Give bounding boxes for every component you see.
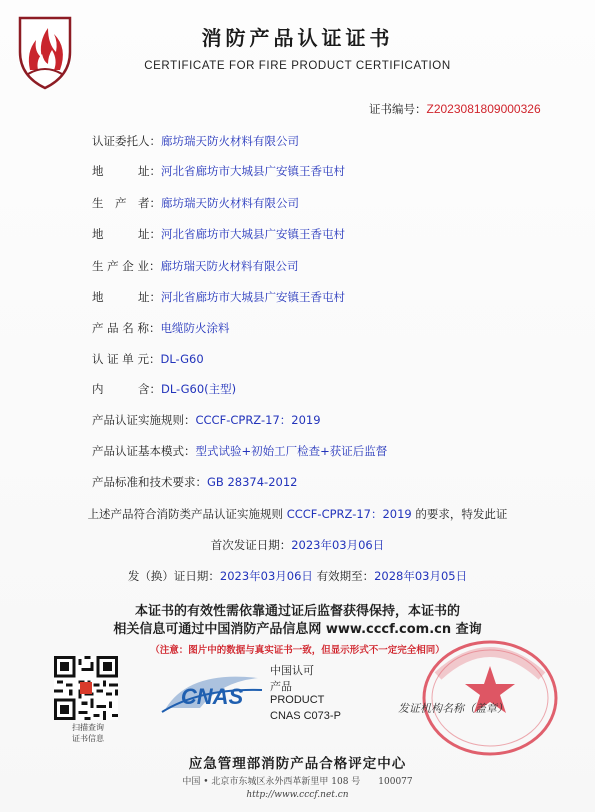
cnas-line3: PRODUCT: [270, 694, 325, 706]
field-row-contains: [92, 381, 236, 397]
cnas-logo-text: CNAS: [180, 684, 244, 709]
conformity-statement: [0, 506, 595, 522]
field-value: CCCF-CPRZ-17：2019: [195, 413, 321, 427]
cnas-line2: 产品: [270, 681, 292, 693]
issue-validity-dates: [0, 568, 595, 584]
field-label: 生 产 者：: [92, 196, 161, 210]
valid-until-value: 2028年03月05日: [374, 569, 468, 583]
validity-notice-line2: 相关信息可通过中国消防产品信息网 www.cccf.com.cn 查询: [113, 622, 482, 637]
certificate-number-value: Z2023081809000326: [426, 102, 541, 116]
field-label: 产品标准和技术要求：: [92, 475, 207, 489]
field-row-impl-rule: [92, 412, 321, 428]
field-label: 地 址：: [92, 290, 161, 304]
issuer-organization: 应急管理部消防产品合格评定中心: [188, 756, 407, 772]
field-label: 产品认证实施规则：: [92, 413, 196, 427]
field-value: 河北省廊坊市大城县广安镇王香屯村: [161, 290, 345, 304]
certificate-title-english: CERTIFICATE FOR FIRE PRODUCT CERTIFICATION: [144, 60, 451, 72]
field-value: 河北省廊坊市大城县广安镇王香屯村: [161, 227, 345, 241]
field-row-standard: [92, 474, 297, 490]
qr-code-icon[interactable]: [54, 656, 118, 720]
validity-notice-line1: 本证书的有效性需依靠通过证后监督获得保持，本证书的: [134, 604, 460, 619]
field-row-cert-unit: [92, 351, 204, 367]
issuer-address: 中国 • 北京市东城区永外西革新里甲 108 号 100077: [182, 777, 413, 787]
field-value: 廊坊瑞天防火材料有限公司: [160, 259, 299, 273]
field-label: 生 产 企 业：: [92, 259, 161, 273]
issuer-seal-label: 发证机构名称（盖章）: [398, 702, 508, 715]
first-issue-date: [0, 537, 595, 553]
cnas-line4: CNAS C073-P: [270, 710, 341, 722]
field-row-manufacturer: [92, 195, 299, 211]
field-value: 廊坊瑞天防火材料有限公司: [161, 134, 299, 148]
valid-until-label: 有效期至：: [312, 569, 375, 583]
field-value: 廊坊瑞天防火材料有限公司: [161, 196, 299, 210]
field-row-applicant-address: [92, 163, 345, 179]
first-issue-value: 2023年03月06日: [291, 538, 385, 552]
issue-date-label: 发（换）证日期：: [127, 569, 220, 583]
field-label: 内 含：: [92, 382, 161, 396]
display-note: （注意：图片中的数据与真实证书一致，但显示形式不一定完全相同）: [150, 645, 445, 656]
field-value: 型式试验+初始工厂检查+获证后监督: [195, 444, 388, 458]
field-row-manufacturer-address: [92, 226, 345, 242]
issue-date-value: 2023年03月06日: [219, 569, 313, 583]
qr-caption-line2: 证书信息: [72, 734, 104, 743]
field-value: 河北省廊坊市大城县广安镇王香屯村: [161, 164, 345, 178]
field-label: 认证委托人：: [92, 134, 161, 148]
field-row-applicant: [92, 133, 299, 149]
field-label: 产 品 名 称：: [92, 321, 161, 335]
certificate-title: 消防产品认证证书: [201, 26, 394, 50]
statement-rule: CCCF-CPRZ-17：2019: [286, 507, 412, 521]
field-row-product-name: [92, 320, 229, 336]
first-issue-label: 首次发证日期：: [210, 538, 292, 552]
qr-caption-line1: 扫描查询: [72, 723, 104, 732]
cnas-logo-icon: [160, 668, 264, 718]
issuer-website-link[interactable]: http://www.cccf.net.cn: [246, 790, 349, 800]
cnas-line1: 中国认可: [270, 665, 314, 677]
statement-prefix: 上述产品符合消防类产品认证实施规则: [87, 507, 287, 521]
statement-suffix: 的要求，特发此证: [411, 507, 508, 521]
field-value: DL-G60(主型): [161, 382, 237, 396]
field-value: DL-G60: [160, 352, 204, 366]
field-value: 电缆防火涂料: [160, 321, 230, 335]
field-label: 认 证 单 元：: [92, 352, 161, 366]
field-value: GB 28374-2012: [207, 475, 298, 489]
field-row-factory: [92, 258, 298, 274]
official-seal-icon: [398, 636, 568, 756]
field-row-cert-mode: [92, 443, 387, 459]
field-label: 地 址：: [92, 227, 161, 241]
field-label: 产品认证基本模式：: [92, 444, 196, 458]
certificate-number-label: 证书编号：: [369, 102, 427, 116]
field-row-factory-address: [92, 289, 345, 305]
certificate-number: [369, 101, 541, 117]
field-label: 地 址：: [92, 164, 161, 178]
